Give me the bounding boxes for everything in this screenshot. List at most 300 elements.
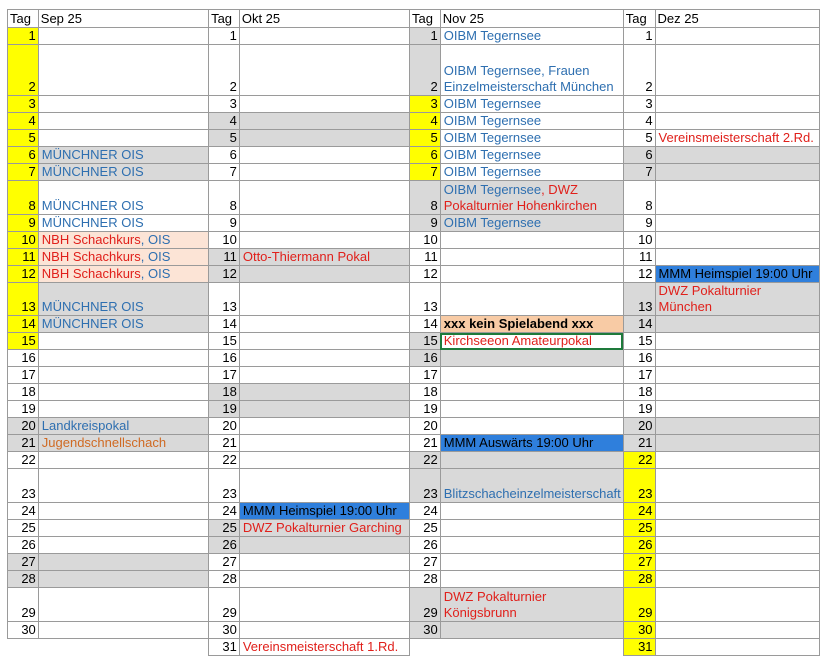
event-cell-sep[interactable]: [38, 215, 208, 232]
day-cell-nov[interactable]: 26: [409, 537, 440, 554]
day-row: [8, 571, 820, 588]
header-day-sep[interactable]: Tag: [8, 10, 39, 28]
day-cell-okt[interactable]: 10: [209, 232, 240, 249]
day-cell-okt[interactable]: 4: [209, 113, 240, 130]
event-cell-okt[interactable]: [239, 181, 409, 215]
day-row: [8, 96, 820, 113]
event-cell-dez[interactable]: [655, 554, 819, 571]
day-cell-sep[interactable]: 20: [8, 418, 39, 435]
day-cell-dez[interactable]: 13: [623, 283, 655, 316]
day-cell-okt[interactable]: 23: [209, 469, 240, 503]
event-cell-sep[interactable]: [38, 367, 208, 384]
event-cell-nov[interactable]: [440, 28, 623, 45]
day-cell-nov[interactable]: 2: [409, 45, 440, 96]
event-cell-sep[interactable]: [38, 452, 208, 469]
day-cell-sep[interactable]: 21: [8, 435, 39, 452]
day-cell-sep[interactable]: 8: [8, 181, 39, 215]
event-cell-okt[interactable]: [239, 113, 409, 130]
event-cell-nov[interactable]: [440, 350, 623, 367]
day-cell-dez[interactable]: 21: [623, 435, 655, 452]
event-text: OIBM Tegernsee: [443, 28, 542, 43]
day-cell-okt[interactable]: 30: [209, 622, 240, 639]
event-text: , OIS: [140, 266, 171, 281]
day-cell-sep[interactable]: 12: [8, 266, 39, 283]
day-cell-dez[interactable]: 24: [623, 503, 655, 520]
day-cell-dez[interactable]: 12: [623, 266, 655, 283]
empty-cell[interactable]: [8, 639, 39, 656]
day-cell-dez[interactable]: 16: [623, 350, 655, 367]
day-cell-nov[interactable]: 6: [409, 147, 440, 164]
event-cell-okt[interactable]: [239, 147, 409, 164]
day-cell-dez[interactable]: 31: [623, 639, 655, 656]
day-cell-dez[interactable]: 4: [623, 113, 655, 130]
event-cell-okt[interactable]: [239, 452, 409, 469]
event-cell-sep[interactable]: [38, 283, 208, 316]
event-cell-nov[interactable]: [440, 384, 623, 401]
event-cell-okt[interactable]: [239, 164, 409, 181]
day-cell-sep[interactable]: 27: [8, 554, 39, 571]
event-cell-nov[interactable]: [440, 96, 623, 113]
day-row: [8, 232, 820, 249]
day-cell-okt[interactable]: 27: [209, 554, 240, 571]
event-text: MÜNCHNER OIS: [41, 316, 144, 331]
event-cell-nov[interactable]: [440, 164, 623, 181]
event-cell-sep[interactable]: [38, 384, 208, 401]
event-cell-okt[interactable]: [239, 639, 409, 656]
event-cell-nov[interactable]: [440, 401, 623, 418]
event-cell-sep[interactable]: [38, 181, 208, 215]
day-cell-dez[interactable]: 7: [623, 164, 655, 181]
event-text: OIBM Tegernsee: [443, 147, 542, 162]
event-cell-sep[interactable]: [38, 503, 208, 520]
day-cell-sep[interactable]: 6: [8, 147, 39, 164]
day-cell-okt[interactable]: 20: [209, 418, 240, 435]
day-cell-sep[interactable]: 10: [8, 232, 39, 249]
day-cell-nov[interactable]: 1: [409, 28, 440, 45]
event-cell-dez[interactable]: [655, 249, 819, 266]
event-cell-okt[interactable]: [239, 283, 409, 316]
day-cell-okt[interactable]: 29: [209, 588, 240, 622]
event-text: Jugendschnellschach: [41, 435, 167, 450]
event-cell-okt[interactable]: [239, 588, 409, 622]
day-cell-sep[interactable]: 13: [8, 283, 39, 316]
header-month-dez[interactable]: Dez 25: [655, 10, 819, 28]
day-cell-okt[interactable]: 25: [209, 520, 240, 537]
event-cell-dez[interactable]: [655, 384, 819, 401]
event-cell-nov[interactable]: [440, 147, 623, 164]
event-cell-okt[interactable]: [239, 418, 409, 435]
event-cell-okt[interactable]: [239, 232, 409, 249]
day-cell-okt[interactable]: 28: [209, 571, 240, 588]
event-cell-nov[interactable]: [440, 554, 623, 571]
day-cell-nov[interactable]: 4: [409, 113, 440, 130]
event-cell-dez[interactable]: [655, 266, 819, 283]
day-row: [8, 418, 820, 435]
header-day-okt[interactable]: Tag: [209, 10, 240, 28]
day-row: [8, 401, 820, 418]
day-cell-nov[interactable]: 8: [409, 181, 440, 215]
event-cell-nov[interactable]: [440, 452, 623, 469]
selected-event-cell-nov[interactable]: [440, 333, 623, 350]
event-text: OIBM Tegernsee: [443, 182, 542, 197]
day-row: [8, 130, 820, 147]
day-row: [8, 537, 820, 554]
event-cell-okt[interactable]: [239, 469, 409, 503]
day-cell-nov[interactable]: 30: [409, 622, 440, 639]
event-text: Kirchseeon Amateurpokal: [443, 333, 592, 348]
day-cell-nov[interactable]: 16: [409, 350, 440, 367]
day-cell-okt[interactable]: 2: [209, 45, 240, 96]
day-cell-sep[interactable]: 11: [8, 249, 39, 266]
event-cell-nov[interactable]: [440, 45, 623, 96]
event-cell-sep[interactable]: [38, 28, 208, 45]
day-cell-sep[interactable]: 9: [8, 215, 39, 232]
day-cell-nov[interactable]: 13: [409, 283, 440, 316]
event-cell-dez[interactable]: [655, 164, 819, 181]
event-cell-nov[interactable]: [440, 249, 623, 266]
event-cell-sep[interactable]: [38, 147, 208, 164]
event-cell-okt[interactable]: [239, 622, 409, 639]
event-cell-nov[interactable]: [440, 588, 623, 622]
event-cell-dez[interactable]: [655, 215, 819, 232]
event-cell-dez[interactable]: [655, 367, 819, 384]
day-cell-okt[interactable]: 16: [209, 350, 240, 367]
day-cell-sep[interactable]: 17: [8, 367, 39, 384]
event-cell-sep[interactable]: [38, 401, 208, 418]
event-text: OIBM Tegernsee: [443, 113, 542, 128]
day-cell-dez[interactable]: 25: [623, 520, 655, 537]
day-cell-sep[interactable]: 4: [8, 113, 39, 130]
event-cell-sep[interactable]: [38, 96, 208, 113]
day-cell-sep[interactable]: 28: [8, 571, 39, 588]
day-cell-nov[interactable]: 29: [409, 588, 440, 622]
event-cell-sep[interactable]: [38, 554, 208, 571]
event-cell-nov[interactable]: [440, 232, 623, 249]
day-row: [8, 554, 820, 571]
day-cell-dez[interactable]: 2: [623, 45, 655, 96]
event-cell-nov[interactable]: [440, 469, 623, 503]
day-cell-sep[interactable]: 3: [8, 96, 39, 113]
event-cell-dez[interactable]: [655, 639, 819, 656]
day-cell-dez[interactable]: 30: [623, 622, 655, 639]
event-text: MÜNCHNER OIS: [41, 147, 144, 162]
day-cell-sep[interactable]: 25: [8, 520, 39, 537]
day-cell-okt[interactable]: 8: [209, 181, 240, 215]
day-cell-okt[interactable]: 31: [209, 639, 240, 656]
day-cell-dez[interactable]: 6: [623, 147, 655, 164]
header-month-nov[interactable]: Nov 25: [440, 10, 623, 28]
event-cell-dez[interactable]: [655, 452, 819, 469]
day-cell-okt[interactable]: 22: [209, 452, 240, 469]
day-cell-nov[interactable]: 24: [409, 503, 440, 520]
day-cell-dez[interactable]: 8: [623, 181, 655, 215]
day-cell-nov[interactable]: 21: [409, 435, 440, 452]
event-cell-nov[interactable]: [440, 316, 623, 333]
day-cell-dez[interactable]: 17: [623, 367, 655, 384]
day-cell-sep[interactable]: 24: [8, 503, 39, 520]
event-cell-nov[interactable]: [440, 418, 623, 435]
event-cell-sep[interactable]: [38, 588, 208, 622]
event-cell-dez[interactable]: [655, 96, 819, 113]
day-cell-nov[interactable]: 10: [409, 232, 440, 249]
day-cell-dez[interactable]: 5: [623, 130, 655, 147]
event-cell-sep[interactable]: [38, 232, 208, 249]
day-cell-nov[interactable]: 20: [409, 418, 440, 435]
header-month-okt[interactable]: Okt 25: [239, 10, 409, 28]
event-cell-okt[interactable]: [239, 333, 409, 350]
event-cell-nov[interactable]: [440, 130, 623, 147]
event-cell-dez[interactable]: [655, 113, 819, 130]
day-cell-dez[interactable]: 19: [623, 401, 655, 418]
event-cell-okt[interactable]: [239, 249, 409, 266]
event-text: NBH Schachkurs: [41, 266, 141, 281]
day-cell-sep[interactable]: 23: [8, 469, 39, 503]
event-cell-dez[interactable]: [655, 435, 819, 452]
day-cell-okt[interactable]: 7: [209, 164, 240, 181]
event-text: OIBM Tegernsee: [443, 96, 542, 111]
event-cell-dez[interactable]: [655, 537, 819, 554]
event-text: xxx kein Spielabend xxx: [443, 316, 594, 331]
event-cell-dez[interactable]: [655, 147, 819, 164]
day-cell-sep[interactable]: 16: [8, 350, 39, 367]
day-cell-sep[interactable]: 1: [8, 28, 39, 45]
day-cell-sep[interactable]: 22: [8, 452, 39, 469]
event-cell-sep[interactable]: [38, 571, 208, 588]
day-row: [8, 503, 820, 520]
event-text: MMM Heimspiel 19:00 Uhr: [242, 503, 397, 518]
day-row: [8, 520, 820, 537]
day-cell-dez[interactable]: 28: [623, 571, 655, 588]
day-row: [8, 639, 820, 656]
event-cell-nov[interactable]: [440, 622, 623, 639]
event-cell-nov[interactable]: [440, 367, 623, 384]
day-cell-nov[interactable]: 27: [409, 554, 440, 571]
day-row: [8, 367, 820, 384]
event-cell-sep[interactable]: [38, 130, 208, 147]
event-cell-okt[interactable]: [239, 130, 409, 147]
event-text: MMM Heimspiel 19:00 Uhr: [658, 266, 813, 281]
day-cell-dez[interactable]: 20: [623, 418, 655, 435]
header-day-dez[interactable]: Tag: [623, 10, 655, 28]
event-cell-dez[interactable]: [655, 232, 819, 249]
event-cell-okt[interactable]: [239, 384, 409, 401]
event-cell-okt[interactable]: [239, 571, 409, 588]
event-cell-okt[interactable]: [239, 215, 409, 232]
day-cell-sep[interactable]: 7: [8, 164, 39, 181]
day-cell-okt[interactable]: 19: [209, 401, 240, 418]
event-cell-sep[interactable]: [38, 350, 208, 367]
event-cell-okt[interactable]: [239, 28, 409, 45]
empty-cell[interactable]: [38, 639, 208, 656]
day-cell-sep[interactable]: 2: [8, 45, 39, 96]
day-cell-okt[interactable]: 14: [209, 316, 240, 333]
event-cell-sep[interactable]: [38, 520, 208, 537]
day-cell-nov[interactable]: 19: [409, 401, 440, 418]
day-cell-okt[interactable]: 24: [209, 503, 240, 520]
event-text: Otto-Thiermann Pokal: [242, 249, 371, 264]
day-cell-okt[interactable]: 15: [209, 333, 240, 350]
event-cell-okt[interactable]: [239, 316, 409, 333]
day-cell-okt[interactable]: 9: [209, 215, 240, 232]
event-cell-nov[interactable]: [440, 520, 623, 537]
day-cell-okt[interactable]: 21: [209, 435, 240, 452]
day-cell-dez[interactable]: 10: [623, 232, 655, 249]
event-cell-okt[interactable]: [239, 367, 409, 384]
day-cell-sep[interactable]: 15: [8, 333, 39, 350]
day-cell-nov[interactable]: 12: [409, 266, 440, 283]
event-text: MÜNCHNER OIS: [41, 215, 144, 230]
event-text: MÜNCHNER OIS: [41, 299, 144, 314]
event-cell-sep[interactable]: [38, 537, 208, 554]
day-cell-okt[interactable]: 17: [209, 367, 240, 384]
event-cell-nov[interactable]: [440, 571, 623, 588]
day-cell-okt[interactable]: 13: [209, 283, 240, 316]
event-text: DWZ Pokalturnier München: [658, 283, 762, 314]
header-day-nov[interactable]: Tag: [409, 10, 440, 28]
day-row: [8, 316, 820, 333]
event-cell-dez[interactable]: [655, 283, 819, 316]
event-cell-dez[interactable]: [655, 333, 819, 350]
event-cell-okt[interactable]: [239, 554, 409, 571]
header-month-sep[interactable]: Sep 25: [38, 10, 208, 28]
event-cell-dez[interactable]: [655, 130, 819, 147]
day-cell-nov[interactable]: 7: [409, 164, 440, 181]
day-cell-nov[interactable]: 25: [409, 520, 440, 537]
day-cell-dez[interactable]: 15: [623, 333, 655, 350]
event-cell-dez[interactable]: [655, 28, 819, 45]
event-text: NBH Schachkurs: [41, 249, 141, 264]
day-cell-dez[interactable]: 29: [623, 588, 655, 622]
event-cell-dez[interactable]: [655, 418, 819, 435]
day-cell-nov[interactable]: 17: [409, 367, 440, 384]
day-row: [8, 333, 820, 350]
event-cell-nov[interactable]: [440, 435, 623, 452]
day-cell-dez[interactable]: 9: [623, 215, 655, 232]
day-cell-nov[interactable]: 23: [409, 469, 440, 503]
event-cell-okt[interactable]: [239, 503, 409, 520]
event-cell-sep[interactable]: [38, 622, 208, 639]
event-cell-dez[interactable]: [655, 571, 819, 588]
event-cell-dez[interactable]: [655, 588, 819, 622]
day-cell-okt[interactable]: 12: [209, 266, 240, 283]
day-cell-sep[interactable]: 14: [8, 316, 39, 333]
event-cell-okt[interactable]: [239, 96, 409, 113]
event-cell-okt[interactable]: [239, 401, 409, 418]
day-cell-okt[interactable]: 26: [209, 537, 240, 554]
event-cell-dez[interactable]: [655, 181, 819, 215]
day-cell-okt[interactable]: 1: [209, 28, 240, 45]
event-cell-dez[interactable]: [655, 316, 819, 333]
event-cell-sep[interactable]: [38, 113, 208, 130]
day-cell-nov[interactable]: 15: [409, 333, 440, 350]
event-text: , OIS: [140, 249, 171, 264]
event-text: NBH Schachkurs: [41, 232, 141, 247]
event-cell-okt[interactable]: [239, 45, 409, 96]
event-cell-sep[interactable]: [38, 266, 208, 283]
event-cell-nov[interactable]: [440, 503, 623, 520]
event-cell-dez[interactable]: [655, 520, 819, 537]
day-cell-nov[interactable]: 9: [409, 215, 440, 232]
day-cell-okt[interactable]: 3: [209, 96, 240, 113]
event-cell-dez[interactable]: [655, 503, 819, 520]
day-cell-dez[interactable]: 1: [623, 28, 655, 45]
day-row: [8, 266, 820, 283]
day-cell-sep[interactable]: 18: [8, 384, 39, 401]
day-cell-dez[interactable]: 3: [623, 96, 655, 113]
event-cell-okt[interactable]: [239, 537, 409, 554]
day-cell-sep[interactable]: 5: [8, 130, 39, 147]
day-cell-okt[interactable]: 5: [209, 130, 240, 147]
day-row: [8, 113, 820, 130]
day-row: [8, 435, 820, 452]
day-cell-sep[interactable]: 29: [8, 588, 39, 622]
event-cell-okt[interactable]: [239, 435, 409, 452]
event-cell-dez[interactable]: [655, 622, 819, 639]
event-cell-nov[interactable]: [440, 113, 623, 130]
day-cell-nov[interactable]: 18: [409, 384, 440, 401]
day-cell-okt[interactable]: 18: [209, 384, 240, 401]
event-cell-okt[interactable]: [239, 266, 409, 283]
empty-cell[interactable]: [440, 639, 623, 656]
day-cell-dez[interactable]: 14: [623, 316, 655, 333]
event-cell-dez[interactable]: [655, 45, 819, 96]
day-cell-okt[interactable]: 6: [209, 147, 240, 164]
event-text: Vereinsmeisterschaft 1.Rd.: [242, 639, 399, 654]
event-cell-dez[interactable]: [655, 469, 819, 503]
day-cell-dez[interactable]: 26: [623, 537, 655, 554]
event-cell-sep[interactable]: [38, 418, 208, 435]
event-text: , DWZ Pokalturnier Hohenkirchen: [443, 182, 597, 213]
day-cell-dez[interactable]: 22: [623, 452, 655, 469]
day-row: [8, 350, 820, 367]
day-cell-nov[interactable]: 14: [409, 316, 440, 333]
event-cell-dez[interactable]: [655, 350, 819, 367]
day-cell-okt[interactable]: 11: [209, 249, 240, 266]
day-cell-dez[interactable]: 18: [623, 384, 655, 401]
event-cell-nov[interactable]: [440, 266, 623, 283]
event-cell-sep[interactable]: [38, 435, 208, 452]
event-cell-sep[interactable]: [38, 333, 208, 350]
event-cell-nov[interactable]: [440, 215, 623, 232]
day-cell-sep[interactable]: 26: [8, 537, 39, 554]
day-cell-nov[interactable]: 5: [409, 130, 440, 147]
day-cell-dez[interactable]: 27: [623, 554, 655, 571]
event-cell-okt[interactable]: [239, 350, 409, 367]
event-cell-nov[interactable]: [440, 181, 623, 215]
event-cell-okt[interactable]: [239, 520, 409, 537]
day-cell-sep[interactable]: 30: [8, 622, 39, 639]
day-cell-nov[interactable]: 28: [409, 571, 440, 588]
event-cell-nov[interactable]: [440, 283, 623, 316]
day-cell-dez[interactable]: 23: [623, 469, 655, 503]
day-cell-sep[interactable]: 19: [8, 401, 39, 418]
event-cell-dez[interactable]: [655, 401, 819, 418]
day-cell-nov[interactable]: 11: [409, 249, 440, 266]
event-cell-sep[interactable]: [38, 249, 208, 266]
event-cell-nov[interactable]: [440, 537, 623, 554]
event-cell-sep[interactable]: [38, 45, 208, 96]
calendar-sheet: [7, 9, 820, 656]
event-text: Vereinsmeisterschaft 2.Rd.: [658, 130, 814, 145]
event-text: OIBM Tegernsee: [443, 215, 542, 230]
day-cell-nov[interactable]: 3: [409, 96, 440, 113]
day-cell-dez[interactable]: 11: [623, 249, 655, 266]
event-cell-sep[interactable]: [38, 316, 208, 333]
event-cell-sep[interactable]: [38, 164, 208, 181]
empty-cell[interactable]: [409, 639, 440, 656]
event-cell-sep[interactable]: [38, 469, 208, 503]
day-cell-nov[interactable]: 22: [409, 452, 440, 469]
